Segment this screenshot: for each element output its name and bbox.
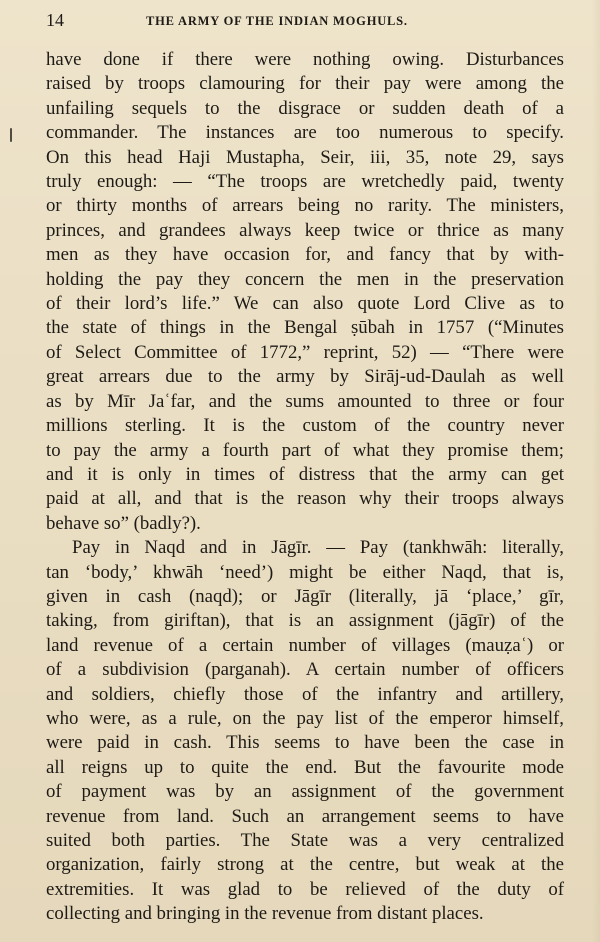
text-line: behave so” (badly?). bbox=[46, 512, 201, 534]
text-line: men as they have occasion for, and fancy that by with- bbox=[46, 244, 564, 266]
text-line: and it is only in times of distress that the army can get bbox=[46, 463, 564, 485]
text-line: to pay the army a fourth part of what they promise them; bbox=[46, 439, 564, 461]
text-line: who were, as a rule, on the pay list of the emperor himself, bbox=[46, 707, 564, 729]
text-line: were paid in cash. This seems to have been the case in bbox=[46, 732, 564, 754]
text-line: of a subdivision (parganah). A certain number of officers bbox=[46, 659, 564, 681]
text-line: raised by troops clamouring for their pay were among the bbox=[46, 73, 564, 95]
text-line: of payment was by an assignment of the government bbox=[46, 781, 564, 803]
text-line: all reigns up to quite the end. But the favourite mode bbox=[46, 756, 564, 778]
section-heading-line: Pay in Naqd and in Jāgīr. — Pay (tankhwāh: literally, bbox=[72, 537, 564, 559]
text-line: princes, and grandees always keep twice or thrice as many bbox=[46, 219, 564, 241]
page-edge-shadow bbox=[592, 0, 600, 942]
text-line: unfailing sequels to the disgrace or sudden death of a bbox=[46, 97, 564, 119]
text-line: revenue from land. Such an arrangement seems to have bbox=[46, 805, 564, 827]
running-head bbox=[46, 8, 564, 32]
text-line: the state of things in the Bengal ṣūbah in 1757 (“Minutes bbox=[46, 317, 564, 339]
text-line: of their lord’s life.” We can also quote Lord Clive as to bbox=[46, 293, 564, 315]
text-line: as by Mīr Jaʿfar, and the sums amounted to three or four bbox=[46, 390, 564, 412]
text-line: collecting and bringing in the revenue from distant places. bbox=[46, 903, 484, 925]
text-line: taking, from giriftan), that is an assignment (jāgīr) of the bbox=[46, 610, 564, 632]
text-line: great arrears due to the army by Sirāj-ud-Daulah as well bbox=[46, 366, 564, 388]
text-line: or thirty months of arrears being no rarity. The ministers, bbox=[46, 195, 564, 217]
text-line: of Select Committee of 1772,” reprint, 52) — “There were bbox=[46, 341, 564, 363]
text-line: have done if there were nothing owing. Disturbances bbox=[46, 49, 564, 70]
text-line: commander. The instances are too numerous to specify. bbox=[46, 122, 564, 144]
paragraph-naqd-jagir bbox=[46, 536, 564, 927]
text-line: suited both parties. The State was a very centralized bbox=[46, 830, 564, 851]
paragraph-arrears bbox=[46, 48, 564, 536]
text-line: and soldiers, chiefly those of the infantry and artillery, bbox=[46, 683, 564, 705]
running-title: THE ARMY OF THE INDIAN MOGHULS. bbox=[146, 14, 408, 28]
text-line: tan ‘body,’ khwāh ‘need’) might be either Naqd, that is, bbox=[46, 561, 564, 583]
text-line: holding the pay they concern the men in the preservation bbox=[46, 268, 564, 290]
text-line: millions sterling. It is the custom of the country never bbox=[46, 415, 564, 437]
page-number: 14 bbox=[46, 10, 64, 30]
text-line: paid at all, and that is the reason why their troops always bbox=[46, 488, 564, 510]
text-line: organization, fairly strong at the centre, but weak at the bbox=[46, 854, 564, 876]
margin-mark bbox=[10, 128, 12, 142]
body-text bbox=[46, 48, 564, 927]
text-line: land revenue of a certain number of villages (mauẓaʿ) or bbox=[46, 634, 564, 656]
text-line: extremities. It was glad to be relieved of the duty of bbox=[46, 878, 564, 900]
text-line: On this head Haji Mustapha, Seir, iii, 35, note 29, says bbox=[46, 146, 564, 168]
text-line: truly enough: — “The troops are wretchedly paid, twenty bbox=[46, 171, 564, 193]
text-line: given in cash (naqd); or Jāgīr (literally, jā ‘place,’ gīr, bbox=[46, 585, 564, 607]
